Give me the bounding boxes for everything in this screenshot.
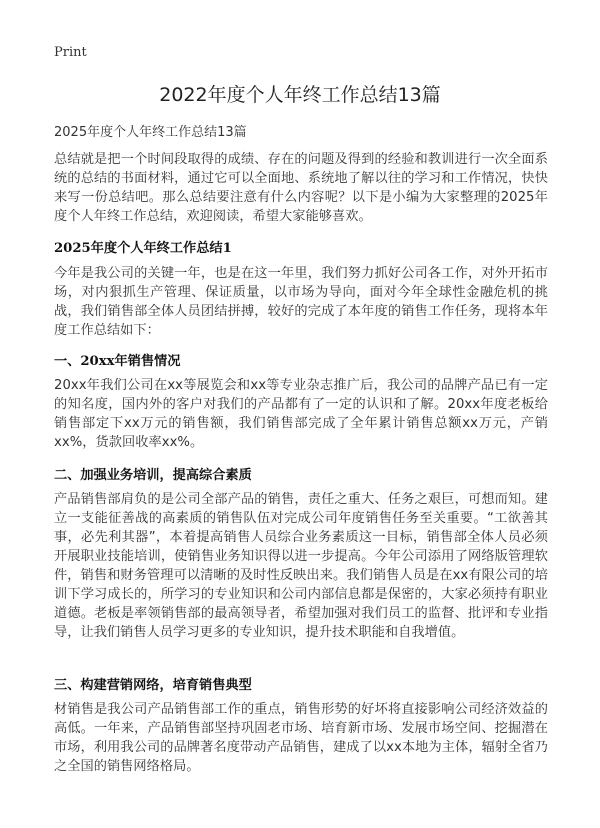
heading-network: 三、构建营销网络，培育销售典型 — [54, 678, 252, 693]
page-title: 2022年度个人年终工作总结13篇 — [159, 84, 441, 106]
section-heading: 2025年度个人年终工作总结1 — [54, 241, 232, 256]
heading-training: 二、加强业务培训，提高综合素质 — [54, 468, 252, 483]
paragraph-network: 材销售是我公司产品销售部工作的重点，销售形势的好坏将直接影响公司经济效益的高低。一年来，产品销售部坚持巩固老市场、培育新市场、发展市场空间、挖掘潜在市场，利用我公司的品牌著名度带动产品销售，建成了以xx本地为主体，辐射全省乃之全国的销售网络格局。 — [54, 702, 548, 774]
opening-paragraph: 今年是我公司的关键一年，也是在这一年里，我们努力抓好公司各工作，对外开拓市场，对内狠抓生产管理、保证质量，以市场为导向，面对今年全球性金融危机的挑战，我们销售部全体人员团结拼搏，较好的完成了本年度的销售工作任务，现将本年度工作总结如下： — [54, 266, 548, 338]
intro-paragraph: 总结就是把一个时间段取得的成绩、存在的问题及得到的经验和教训进行一次全面系统的总结的书面材料，通过它可以全面地、系统地了解以往的学习和工作情况，快快来写一份总结吧。那么总结要注意有什么内容呢？以下是小编为大家整理的2025年度个人年终工作总结，欢迎阅读，希望大家能够喜欢。 — [54, 152, 548, 224]
paragraph-sales-status: 20xx年我们公司在xx等展览会和xx等专业杂志推广后，我公司的品牌产品已有一定的知名度，国内外的客户对我们的产品都有了一定的认识和了解。20xx年度老板给销售部定下xx万元的销售额，我们销售部完成了全年累计销售总额xx万元，产销xx%，货款回收率xx%。 — [54, 378, 548, 450]
subtitle: 2025年度个人年终工作总结13篇 — [54, 125, 247, 140]
paragraph-training: 产品销售部肩负的是公司全部产品的销售，责任之重大、任务之艰巨，可想而知。建立一支能征善战的高素质的销售队伍对完成公司年度销售任务至关重要。“工欲善其事，必先利其器”，本着提高销售人员综合业务素质这一目标，销售部全体人员必须开展职业技能培训，使销售业务知识得以进一步提高。今年公司添用了网络版管理软件，销售和财务管理可以清晰的及时性反映出来。我们销售人员是在xx有限公司的培训下学习成长的，所学习的专业知识和公司内部信息都是保密的，大家必须持有职业道德。老板是率领销售部的最高领导者，希望加强对我们员工的监督、批评和专业指导，让我们销售人员学习更多的专业知识，提升技术职能和自我增值。 — [54, 492, 548, 640]
print-label: Print — [54, 45, 87, 60]
heading-sales-status: 一、20xx年销售情况 — [54, 354, 181, 369]
